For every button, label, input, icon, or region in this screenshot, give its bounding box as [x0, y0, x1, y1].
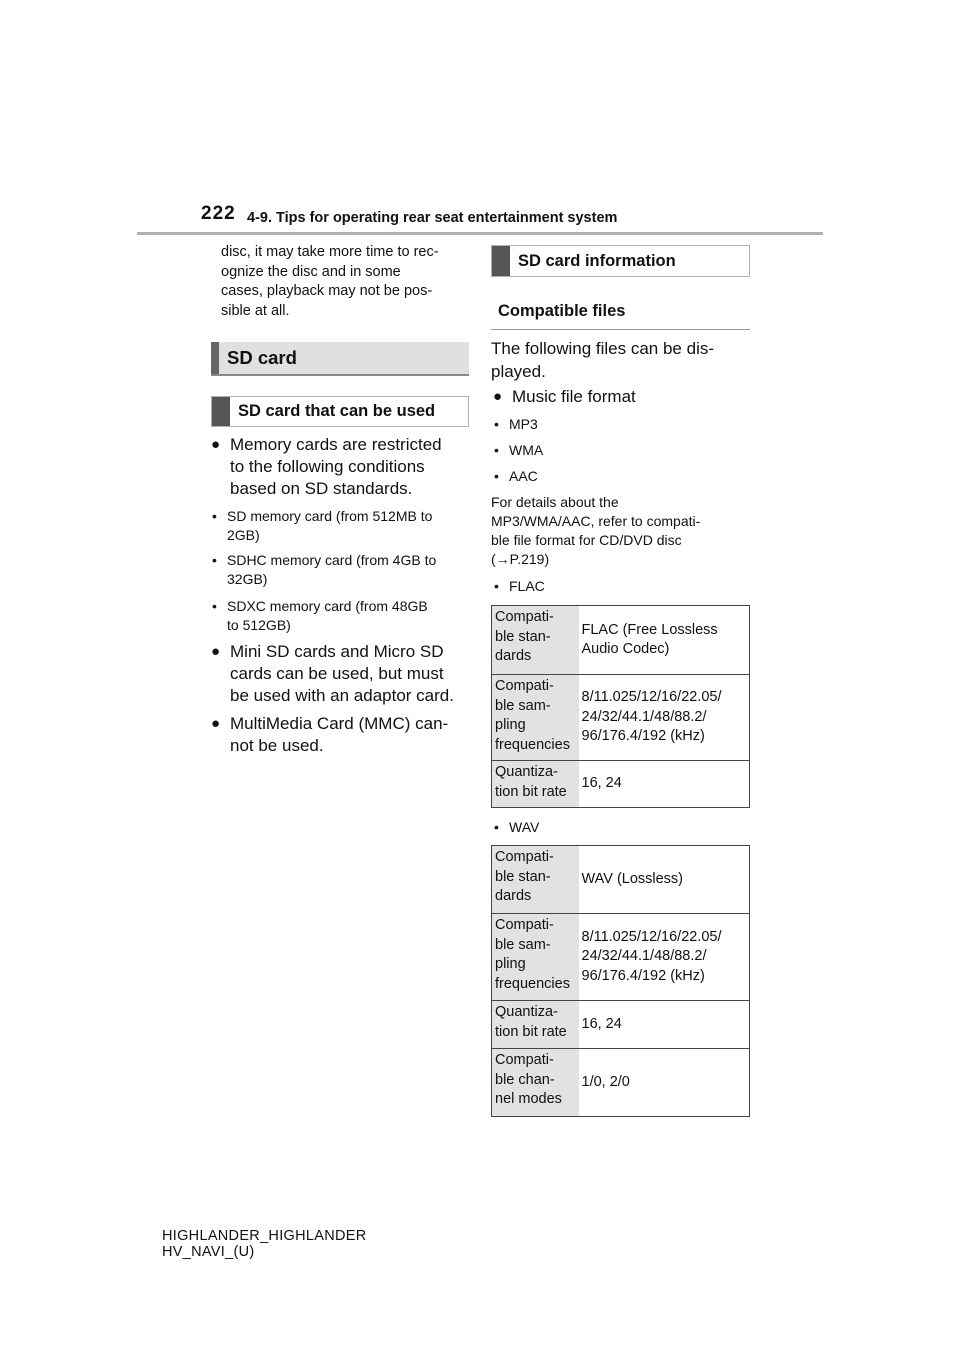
list-item-wma: • WMA: [494, 442, 544, 458]
bullet-icon: ●: [211, 643, 221, 660]
table-row: Compati- ble stan- dards FLAC (Free Lossless Audio Codec): [492, 606, 750, 675]
bullet-icon: ●: [211, 436, 221, 453]
intro-paragraph: disc, it may take more time to rec- ognize the disc and in some cases, playback may not be pos- sible at all.: [221, 244, 439, 319]
bullet-mini-sd: ● Mini SD cards and Micro SD cards can be used, but must be used with an adaptor card.: [211, 642, 454, 705]
list-item-flac: • FLAC: [494, 578, 545, 594]
table-row: Compati- ble stan- dards WAV (Lossless): [492, 846, 750, 914]
bullet-memory-cards: ● Memory cards are restricted to the following conditions based on SD standards.: [211, 435, 442, 498]
section-title: 4-9. Tips for operating rear seat entertainment system: [247, 210, 618, 226]
table-row: Quantiza- tion bit rate 16, 24: [492, 761, 750, 808]
list-item-sdhc: • SDHC memory card (from 4GB to 32GB): [212, 552, 437, 587]
bullet-mmc: ● MultiMedia Card (MMC) can- not be used.: [211, 714, 449, 755]
table-row: Compati- ble sam- pling frequencies 8/11.025/12/16/22.05/ 24/32/44.1/48/88.2/ 96/176.4/192 (kHz): [492, 675, 750, 761]
table-row: Quantiza- tion bit rate 16, 24: [492, 1001, 750, 1049]
details-paragraph: For details about the MP3/WMA/AAC, refer to compati- ble file format for CD/DVD disc (→P.219): [491, 494, 701, 567]
heading-sd-card: SD card: [211, 342, 469, 376]
page-number: 222: [201, 203, 236, 224]
wav-spec-table: [491, 845, 750, 1117]
bullet-icon: ●: [493, 388, 503, 405]
table-row: Compati- ble sam- pling frequencies 8/11.025/12/16/22.05/ 24/32/44.1/48/88.2/ 96/176.4/192 (kHz): [492, 914, 750, 1001]
list-item-sd: • SD memory card (from 512MB to 2GB): [212, 508, 433, 543]
header-divider: [137, 232, 823, 235]
heading-sd-card-usable: SD card that can be used: [211, 396, 469, 427]
heading-compatible-files: Compatible files: [491, 295, 750, 330]
list-item-mp3: • MP3: [494, 416, 538, 432]
footer-model-code: HIGHLANDER_HIGHLANDER HV_NAVI_(U): [162, 1228, 367, 1260]
list-item-aac: • AAC: [494, 468, 538, 484]
list-item-sdxc: • SDXC memory card (from 48GB to 512GB): [212, 598, 428, 633]
flac-spec-table: [491, 605, 750, 808]
list-item-wav: • WAV: [494, 819, 540, 835]
table-row: Compati- ble chan- nel modes 1/0, 2/0: [492, 1049, 750, 1117]
compatible-files-paragraph: The following files can be dis- played.: [491, 339, 715, 381]
bullet-icon: ●: [211, 715, 221, 732]
bullet-music-format: ● Music file format: [493, 387, 636, 406]
heading-sd-card-information: SD card information: [491, 245, 750, 277]
